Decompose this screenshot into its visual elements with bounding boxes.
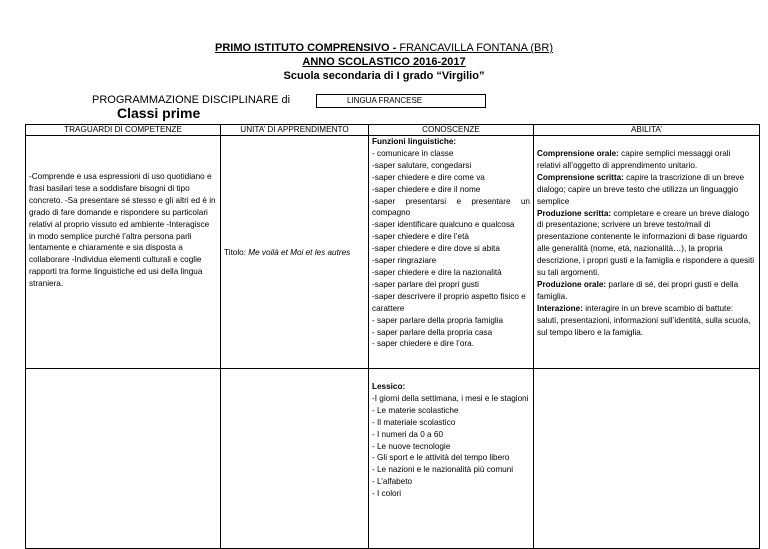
- traguardi-cell: [26, 136, 221, 369]
- list-item: - saper parlare della propria casa: [372, 327, 493, 337]
- list-item: -saper chiedere e dire l’età: [372, 232, 469, 242]
- header-abilita: ABILITA’: [534, 125, 760, 136]
- school-location: FRANCAVILLA FONTANA (BR): [396, 42, 553, 54]
- empty-cell: [534, 369, 760, 549]
- header-conoscenze: CONOSCENZE: [369, 125, 534, 136]
- table-header-row: [26, 125, 760, 136]
- abilita-text: capire la trascrizione di un breve dialogo; capire un breve testo che utilizza un linguaggio semplice: [537, 172, 745, 206]
- abilita-cell: [534, 136, 760, 369]
- list-item: -saper identificare qualcuno e qualcosa: [372, 220, 515, 230]
- list-item: - comunicare in classe: [372, 148, 454, 158]
- list-item: -saper ringraziare: [372, 256, 437, 266]
- list-item: -saper chiedere e dire il nome: [372, 184, 481, 194]
- list-item: -saper presentarsi e presentare un compagno: [372, 196, 530, 218]
- list-item: -saper parlare dei propri gusti: [372, 279, 479, 289]
- unita-cell: [221, 136, 369, 369]
- list-item: -saper chiedere e dire come va: [372, 172, 485, 182]
- list-item: - L’alfabeto: [372, 477, 413, 487]
- list-item: - saper chiedere e dire l’ora.: [372, 339, 474, 349]
- empty-cell: [221, 369, 369, 549]
- abilita-label: Comprensione orale:: [537, 149, 619, 158]
- school-year: ANNO SCOLASTICO 2016-2017: [302, 56, 466, 68]
- subject-box: LINGUA FRANCESE: [316, 94, 486, 108]
- header-traguardi: TRAGUARDI DI COMPETENZE: [26, 125, 221, 136]
- list-item: - I colori: [372, 489, 402, 499]
- abilita-label: Produzione orale:: [537, 279, 607, 289]
- list-item: - saper parlare della propria famiglia: [372, 315, 504, 325]
- abilita-text: parlare di sé, dei propri gusti e della famiglia.: [537, 279, 739, 301]
- abilita-label: Comprensione scritta:: [537, 172, 624, 182]
- funzioni-list: [372, 148, 530, 350]
- traguardi-text: -Comprende e usa espressioni di uso quotidiano e frasi basilari tese a soddisfare bisogni di tipo concreto. -Sa presentare sé stesso e gli altri ed è in grado di fare domande e rispondere su particolari relativi al proprio vissuto ed ambiente -Interagisce in modo semplice purché l’altra persona parli lentamente e chiaramente e sia disposta a collaborare -Individua elementi culturali e coglie rapporti tra forme linguistiche ed usi della lingua straniera.: [29, 172, 216, 289]
- list-item: -saper salutare, congedarsi: [372, 160, 472, 170]
- unita-prefix: Titolo:: [224, 248, 249, 257]
- curriculum-table: [25, 124, 760, 549]
- funzioni-title: Funzioni linguistiche:: [372, 137, 457, 146]
- list-item: - Le nazioni e le nazionalità più comuni: [372, 465, 514, 475]
- abilita-label: Interazione:: [537, 303, 583, 313]
- list-item: -I giorni della settimana, i mesi e le stagioni: [372, 393, 529, 403]
- unita-title: Me voilà et Moi et les autres: [248, 248, 351, 257]
- class-level: Classi prime: [117, 105, 201, 121]
- abilita-text: completare e creare un breve dialogo di presentazione; scrivere un breve testo/mail di presentazione contenente le informazioni di base riguardo alle generalità (nome, età, nazionalità…), la propria descrizione, i propri gusti e la famiglia e rispondere a quesiti su tali argomenti.: [537, 208, 755, 278]
- list-item: -saper chiedere e dire la nazionalità: [372, 267, 502, 277]
- abilita-label: Produzione scritta:: [537, 208, 612, 218]
- lessico-title: Lessico:: [372, 382, 406, 391]
- list-item: - I numeri da 0 a 60: [372, 429, 443, 439]
- funzioni-cell: [369, 136, 534, 369]
- abilita-text: interagire in un breve scambio di battute: saluti, presentazioni, informazioni sull’identità, sulla scuola, sul tempo libero e la famiglia.: [537, 303, 751, 337]
- lessico-list: [372, 393, 530, 500]
- programmazione-label: PROGRAMMAZIONE DISCIPLINARE di: [92, 94, 291, 106]
- lessico-cell: [369, 369, 534, 549]
- school-name-line: [0, 41, 768, 55]
- table-row: [26, 136, 760, 369]
- list-item: -saper chiedere e dire dove si abita: [372, 244, 500, 254]
- empty-cell: [26, 369, 221, 549]
- list-item: - Le nuove tecnologie: [372, 441, 451, 451]
- table-row: [26, 369, 760, 549]
- list-item: - Le materie scolastiche: [372, 405, 459, 415]
- list-item: - Gli sport e le attività del tempo libero: [372, 453, 510, 463]
- list-item: - Il materiale scolastico: [372, 417, 456, 427]
- list-item: -saper descrivere il proprio aspetto fisico e carattere: [372, 291, 526, 313]
- abilita-text: capire semplici messaggi orali relativi all’oggetto di apprendimento unitario.: [537, 149, 731, 170]
- header-unita: UNITA’ DI APPRENDIMENTO: [221, 125, 369, 136]
- school-type: Scuola secondaria di I grado “Virgilio”: [283, 70, 485, 82]
- school-name-bold: PRIMO ISTITUTO COMPRENSIVO -: [215, 42, 397, 54]
